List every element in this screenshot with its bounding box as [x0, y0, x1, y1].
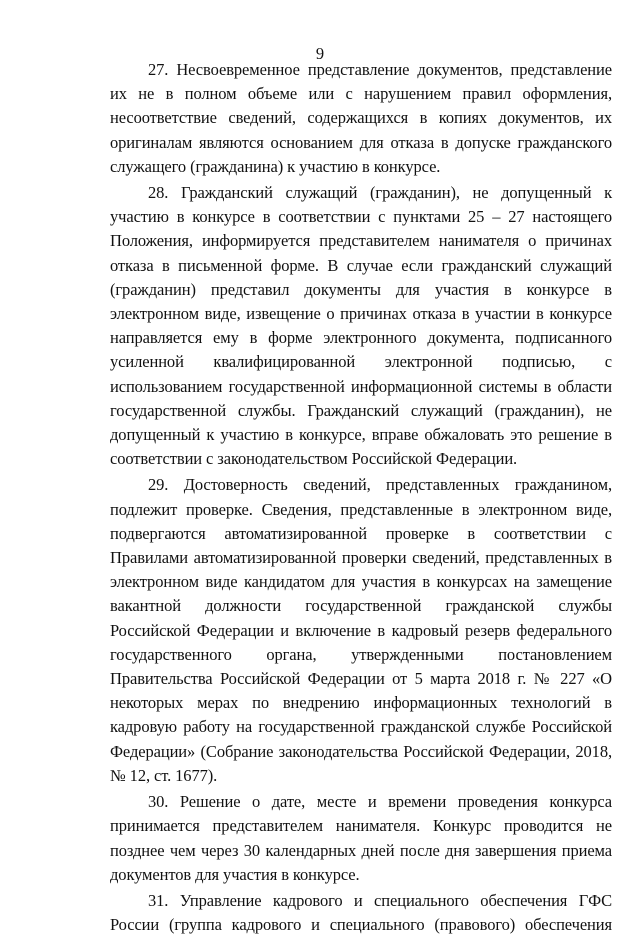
paragraph-27: 27. Несвоевременное представление документов, представление их не в полном объеме или с нарушением правил оформления, несоответствие сведений, содержащихся в копиях документов, их оригиналам являются основанием для отказа в допуске гражданского служащего (гражданина) к участию в конкурсе. [110, 60, 612, 176]
page-number: 9 [315, 44, 325, 63]
paragraph-31: 31. Управление кадрового и специального обеспечения ГФС России (группа кадрового и специального (правового) обеспечения [110, 890, 612, 935]
document-body [110, 58, 612, 939]
paragraph-30: 30. Решение о дате, месте и времени проведения конкурса принимается представителем нанимателя. Конкурс проводится не позднее чем через 30 календарных дней после дня завершения приема документов для участия в конкурсе. [110, 792, 612, 884]
paragraph-28: 28. Гражданский служащий (гражданин), не допущенный к участию в конкурсе в соответствии с пунктами 25 – 27 настоящего Положения, информируется представителем нанимателя о причинах отказа в письменной форме. В случае если гражданский служащий (гражданин) представил документы для участия в конкурсе в электронном виде, извещение о причинах отказа в участии в конкурсе направляется ему в форме электронного документа, подписанного усиленной квалифицированной электронной подписью, с использованием государственной информационной системы в области государственной службы. Гражданский служащий (гражданин), не допущенный к участию в конкурсе, вправе обжаловать это решение в соответствии с законодательством Российской Федерации. [110, 183, 612, 469]
paragraph-29: 29. Достоверность сведений, представленных гражданином, подлежит проверке. Сведения, представленные в электронном виде, подвергаются автоматизированной проверке в соответствии с Правилами автоматизированной проверки сведений, представленных в электронном виде кандидатом для участия в конкурсах на замещение вакантной должности государственной гражданской службы Российской Федерации и включение в кадровый резерв федерального государственного органа, утвержденными постановлением Правительства Российской Федерации от 5 марта 2018 г. № 227 «О некоторых мерах по внедрению информационных технологий в кадровую работу на государственной гражданской службе Российской Федерации» (Собрание законодательства Российской Федерации, 2018, № 12, ст. 1677). [110, 475, 612, 785]
